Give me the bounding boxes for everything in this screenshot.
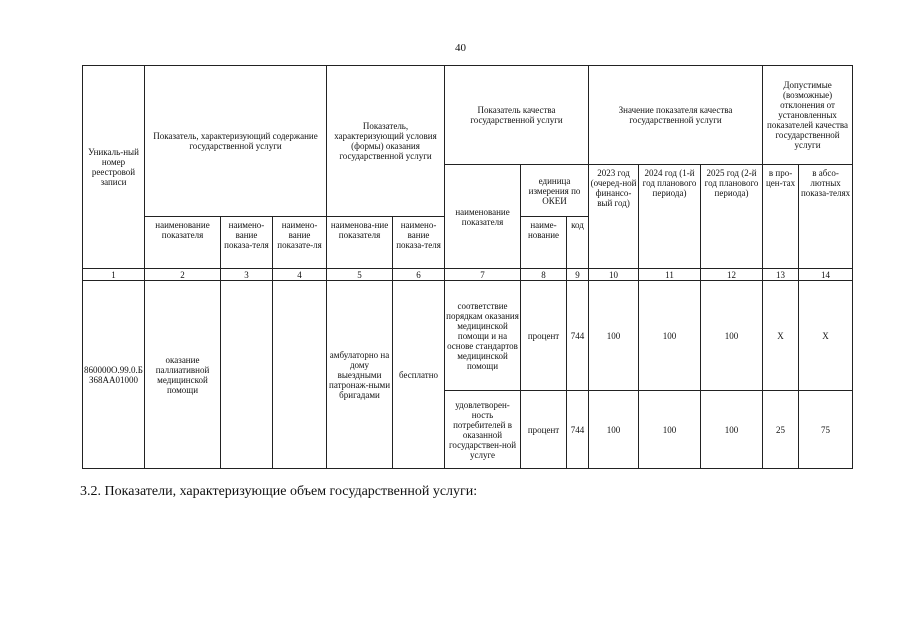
deviation-absolute: 75: [799, 391, 853, 469]
indicator-name: соответствие порядкам оказания медицинской помощи и на основе стандартов медицинской помощи: [445, 281, 521, 391]
column-number: 13: [763, 269, 799, 281]
column-number: 5: [327, 269, 393, 281]
header-content-name-2: наимено-вание показа-теля: [221, 217, 273, 269]
column-number: 4: [273, 269, 327, 281]
empty-cell: [273, 281, 327, 469]
column-number: 10: [589, 269, 639, 281]
column-number: 9: [567, 269, 589, 281]
unit-name: процент: [521, 281, 567, 391]
header-deviation-absolute: в абсо-лютных показа-телях: [799, 165, 853, 269]
header-condition-name-1: наименова-ние показателя: [327, 217, 393, 269]
value-2023: 100: [589, 281, 639, 391]
deviation-absolute: Х: [799, 281, 853, 391]
header-quality-group: Показатель качества государственной услуги: [445, 66, 589, 165]
value-2024: 100: [639, 281, 701, 391]
header-indicator-name: наименование показателя: [445, 165, 521, 269]
value-2024: 100: [639, 391, 701, 469]
unit-code: 744: [567, 281, 589, 391]
header-year-2023: 2023 год (очеред-ной финансо-вый год): [589, 165, 639, 269]
header-condition-name-2: наимено-вание показа-теля: [393, 217, 445, 269]
header-okei-unit: единица измерения по ОКЕИ: [521, 165, 589, 217]
column-number-row: [83, 269, 853, 281]
column-number: 6: [393, 269, 445, 281]
service-content: оказание паллиативной медицинской помощи: [145, 281, 221, 469]
deviation-percent: 25: [763, 391, 799, 469]
unit-code: 744: [567, 391, 589, 469]
header-content-name-3: наимено-вание показате-ля: [273, 217, 327, 269]
section-title: 3.2. Показатели, характеризующие объем государственной услуги:: [80, 484, 478, 499]
empty-cell: [221, 281, 273, 469]
column-number: 1: [83, 269, 145, 281]
header-okei-name: наиме-нование: [521, 217, 567, 269]
header-okei-code: код: [567, 217, 589, 269]
column-number: 11: [639, 269, 701, 281]
registry-number: 860000О.99.0.БЗ68АА01000: [83, 281, 145, 469]
value-2023: 100: [589, 391, 639, 469]
header-year-2025: 2025 год (2-й год планового периода): [701, 165, 763, 269]
header-content-group: Показатель, характеризующий содержание государственной услуги: [145, 66, 327, 217]
value-2025: 100: [701, 391, 763, 469]
header-conditions-group: Показатель, характеризующий условия (формы) оказания государственной услуги: [327, 66, 445, 217]
unit-name: процент: [521, 391, 567, 469]
header-deviation-group: Допустимые (возможные) отклонения от установленных показателей качества государственной услуги: [763, 66, 853, 165]
header-content-name-1: наименование показателя: [145, 217, 221, 269]
column-number: 12: [701, 269, 763, 281]
header-year-2024: 2024 год (1-й год планового периода): [639, 165, 701, 269]
indicator-name: удовлетворен-ность потребителей в оказанной государствен-ной услуге: [445, 391, 521, 469]
deviation-percent: Х: [763, 281, 799, 391]
service-condition: амбулаторно на дому выездными патронаж-ными бригадами: [327, 281, 393, 469]
header-deviation-percent: в про-цен-тах: [763, 165, 799, 269]
column-number: 2: [145, 269, 221, 281]
column-number: 3: [221, 269, 273, 281]
header-unique-number: Уникаль-ный номер реестровой записи: [83, 66, 145, 269]
column-number: 7: [445, 269, 521, 281]
quality-indicators-table: [82, 65, 853, 469]
page-number: 40: [455, 42, 466, 54]
service-form: бесплатно: [393, 281, 445, 469]
column-number: 8: [521, 269, 567, 281]
table-row: [83, 281, 853, 391]
value-2025: 100: [701, 281, 763, 391]
header-value-group: Значение показателя качества государственной услуги: [589, 66, 763, 165]
column-number: 14: [799, 269, 853, 281]
